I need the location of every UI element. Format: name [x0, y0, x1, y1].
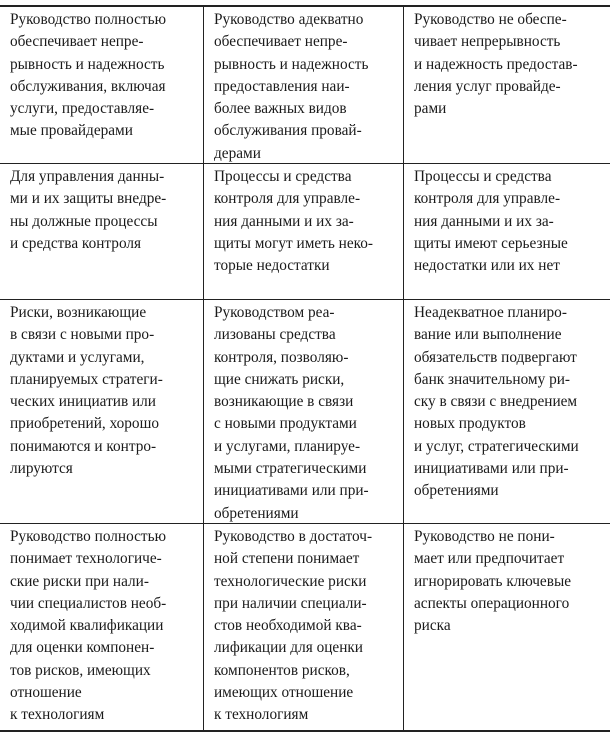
table-cell: Руководство адекватно обеспечивает непре- рывность и надежность предоставления наи- более важных видов обслуживания провай- дерами	[203, 7, 403, 163]
table-cell: Руководством реа- лизованы средства контроля, позволяю- щие снижать риски, возникающие в связи с новыми продуктами и услугами, планируе- мыми стратегическими инициативами или при- обретениями	[203, 300, 403, 523]
table-row	[0, 523, 610, 730]
table-cell: Руководство не пони- мает или предпочитает игнорировать ключевые аспекты операционного риска	[403, 524, 610, 730]
risk-assessment-table	[0, 5, 610, 732]
table-cell: Процессы и средства контроля для управле- ния данными и их за- щиты имеют серьезные недостатки или их нет	[403, 164, 610, 299]
table-row	[0, 299, 610, 523]
table-cell: Неадекватное планиро- вание или выполнение обязательств подвергают банк значительному ри- ску в связи с внедрением новых продуктов и услуг, стратегическими инициативами или при- обретениями	[403, 300, 610, 523]
table-cell: Риски, возникающие в связи с новыми про- дуктами и услугами, планируемых стратеги- ческих инициатив или приобретений, хорошо понимаются и контро- лируются	[10, 304, 163, 478]
table-cell: Руководство полностью обеспечивает непре- рывность и надежность обслуживания, включая услуги, предоставляе- мые провайдерами	[10, 11, 166, 140]
table-cell: Для управления данны- ми и их защиты внедре- ны должные процессы и средства контроля	[10, 168, 167, 252]
table-cell: Руководство полностью понимает технологиче- ские риски при нали- чии специалистов необ- ходимой квалификации для оценки компонен- тов рисков, имеющих отношение к технологиям	[10, 528, 167, 724]
table-row	[0, 7, 610, 163]
table-cell: Процессы и средства контроля для управле- ния данными и их за- щиты могут иметь неко- торые недостатки	[203, 164, 403, 299]
table-cell: Руководство не обеспе- чивает непрерывность и надежность предостав- ления услуг провайде- рами	[403, 7, 610, 163]
table-cell: Руководство в достаточ- ной степени понимает технологические риски при наличии специали- стов необходимой ква- лификации для оценки компонентов рисков, имеющих отношение к технологиям	[203, 524, 403, 730]
table-row	[0, 163, 610, 299]
